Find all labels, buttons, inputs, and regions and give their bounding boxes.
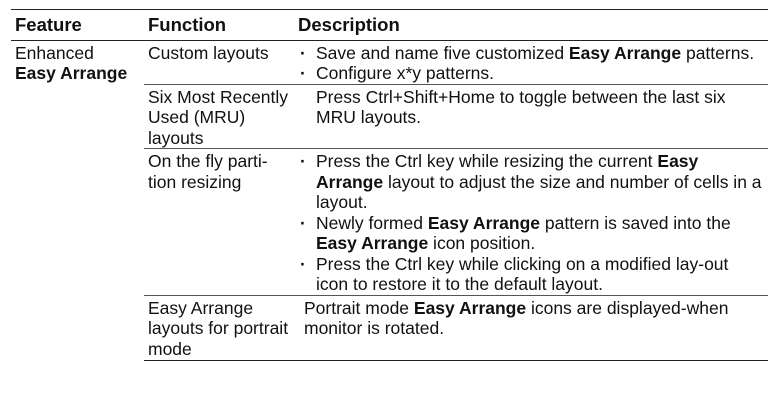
feature-cell (11, 40, 144, 361)
bullet-text: Press the Ctrl key while resizing the current (316, 151, 658, 171)
description-cell (294, 40, 768, 84)
bullet-item (298, 63, 764, 84)
function-cell: Six Most Recently Used (MRU) layouts (144, 84, 294, 149)
function-cell: Easy Arrange layouts for portrait mode (144, 295, 294, 361)
table-header (11, 10, 768, 41)
bullet-item (298, 213, 764, 254)
feature-table (11, 9, 768, 361)
bullet-text: icon position. (428, 233, 536, 253)
bullet-item (298, 254, 764, 295)
bullet-text: pattern is saved into the (540, 212, 731, 233)
header-row (11, 10, 768, 41)
function-cell: On the fly parti-tion resizing (144, 149, 294, 296)
bullet-text: Newly formed (316, 212, 428, 233)
function-cell: Custom layouts (148, 42, 269, 63)
description-text-part: icons are displayed-when monitor is rotated. (304, 297, 729, 338)
bullet-item (298, 43, 764, 64)
bullet-list (298, 151, 764, 295)
header-description: Description (294, 10, 768, 41)
table-body (11, 40, 768, 361)
bullet-text: Configure x*y patterns. (316, 63, 495, 83)
description-text: Press Ctrl+Shift+Home to toggle between the last six MRU layouts. (316, 86, 726, 127)
description-cell (294, 295, 768, 361)
header-function: Function (144, 10, 294, 41)
bullet-text: Press the Ctrl key while clicking on a modified lay-out icon to restore it to the default layout. (316, 253, 729, 294)
bullet-item (298, 151, 764, 213)
description-cell (294, 84, 768, 149)
bullet-text: layout to adjust the size and number of cells in a layout. (316, 171, 762, 212)
description-text (298, 298, 764, 339)
description-text-part: Portrait mode (304, 297, 414, 318)
bold-term: Easy Arrange (427, 212, 541, 233)
bold-term: Easy Arrange (568, 42, 682, 63)
bullet-text: patterns. (681, 42, 755, 63)
feature-name-line1: Enhanced (15, 42, 94, 63)
bullet-text: Save and name five customized (316, 42, 569, 63)
bold-term: Easy Arrange (316, 233, 429, 253)
header-feature: Feature (11, 10, 144, 41)
bullet-list (298, 43, 764, 84)
feature-name-line2: Easy Arrange (15, 63, 128, 83)
description-cell (294, 149, 768, 296)
bold-term: Easy Arrange (316, 151, 699, 192)
bold-term: Easy Arrange (413, 297, 527, 318)
table-row (11, 40, 768, 84)
